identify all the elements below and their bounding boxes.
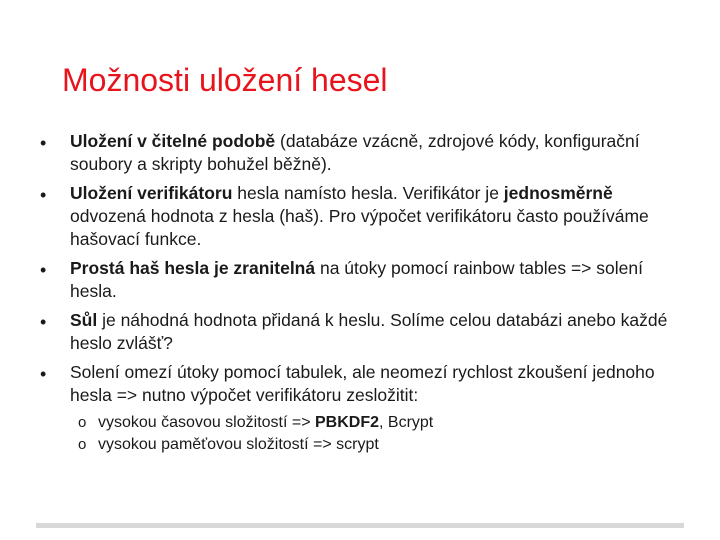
slide-title: Možnosti uložení hesel	[62, 62, 388, 98]
sub-text: vysokou paměťovou složitostí => scrypt	[98, 436, 379, 453]
bullet-dot-icon: •	[40, 133, 47, 153]
bullet-bold-text: Sůl	[70, 310, 98, 330]
bullet-bold-text: jednosměrně	[503, 183, 613, 203]
bullet-dot-icon: •	[40, 185, 47, 205]
bullet-item	[36, 130, 686, 176]
bullet-item	[36, 309, 686, 355]
footer-divider	[36, 523, 684, 528]
bullet-list	[36, 130, 686, 462]
sub-bullet-icon: o	[78, 414, 87, 431]
sub-bullet-icon: o	[78, 436, 87, 453]
bullet-item	[36, 182, 686, 251]
bullet-bold-text: Prostá haš hesla je zranitelná	[70, 258, 316, 278]
sub-list-item	[70, 434, 686, 456]
bullet-dot-icon: •	[40, 312, 47, 332]
bullet-text: je náhodná hodnota přidaná k heslu. Solíme celou databázi anebo každé heslo zvlášť?	[70, 310, 668, 353]
bullet-bold-text: Uložení verifikátoru	[70, 183, 233, 203]
bullet-text: (databáze vzácně, zdrojové kódy, konfigurační soubory a skripty bohužel běžně).	[70, 131, 640, 174]
bullet-text: na útoky pomocí rainbow tables => solení hesla.	[70, 258, 643, 301]
bullet-dot-icon: •	[40, 260, 47, 280]
bullet-text: Solení omezí útoky pomocí tabulek, ale neomezí rychlost zkoušení jednoho hesla => nutno výpočet verifikátoru zesložitit:	[70, 362, 655, 405]
sub-list-item	[70, 412, 686, 434]
bullet-item	[36, 361, 686, 456]
sub-text: vysokou časovou složitostí =>	[98, 414, 315, 431]
bullet-text: hesla namísto hesla. Verifikátor je	[232, 183, 504, 203]
sub-text: , Bcrypt	[379, 414, 434, 431]
bullet-dot-icon: •	[40, 364, 47, 384]
sub-bold-text: PBKDF2	[315, 414, 380, 431]
sub-list	[70, 412, 686, 456]
bullet-bold-text: Uložení v čitelné podobě	[70, 131, 276, 151]
bullet-text: odvozená hodnota z hesla (haš). Pro výpočet verifikátoru často používáme hašovací funkce.	[70, 206, 649, 249]
bullet-item	[36, 257, 686, 303]
